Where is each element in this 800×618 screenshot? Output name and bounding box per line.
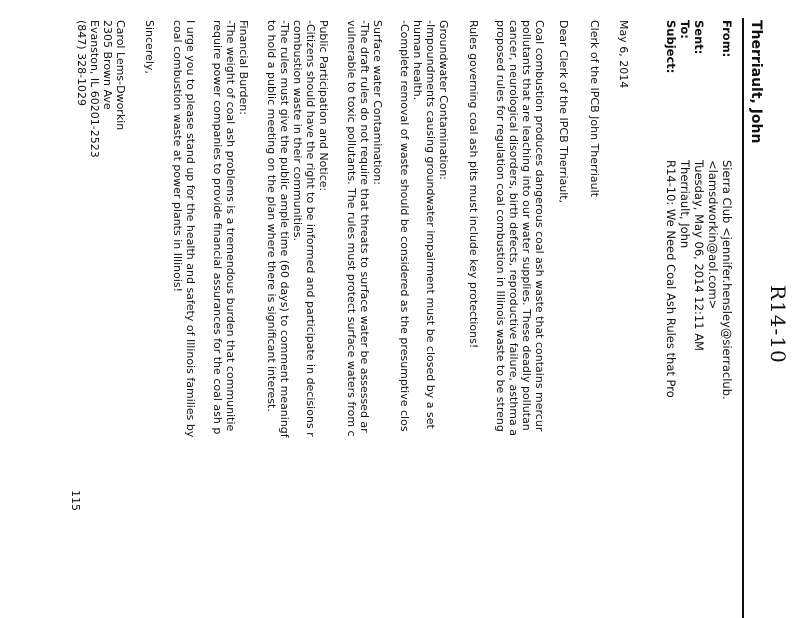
signature-phone: (847) 328-1029 <box>75 20 88 107</box>
surface-line-1: -The draft rules do not require that threats to surface water be assessed ar <box>358 20 371 433</box>
public-line-4: to hold a public meeting on the plan where there is significant interest. <box>265 20 278 412</box>
header-name: Therriault, John <box>748 20 764 144</box>
groundwater-heading: Groundwater Contamination: <box>437 20 450 180</box>
intro-line-3: cancer, neurological disorders, birth defects, reproductive failure, asthma a <box>507 20 520 436</box>
rules-line: Rules governing coal ash pits must include key protections! <box>467 20 480 349</box>
subject-value: R14-10: We Need Coal Ash Rules that Pro <box>664 160 678 398</box>
docket-title: R14-10 <box>766 285 790 364</box>
intro-line-1: Coal combustion produces dangerous coal ash waste that contains mercur <box>533 20 546 432</box>
public-line-1: -Citizens should have the right to be informed and participate in decisions r <box>304 20 317 437</box>
intro-line-4: proposed rules for regulation coal combustion in Illinois waste to be streng <box>494 20 507 432</box>
groundwater-line-3: -Complete removal of waste should be considered as the presumptive clos <box>398 20 411 432</box>
closing-line-2: coal combustion waste at power plants in Illinois! <box>171 20 184 293</box>
surface-line-2: vulnerable to toxic pollutants. The rules must protect surface waters from c <box>345 20 358 437</box>
financial-line-2: require power companies to provide financial assurances for the coal ash p <box>211 20 224 435</box>
signature-name: Carol Lems-Dworkin <box>114 20 127 131</box>
signature-city: Evanston, IL 60201-2523 <box>88 20 101 158</box>
signoff: Sincerely, <box>143 20 156 74</box>
sent-value: Tuesday, May 06, 2014 12:11 AM <box>692 160 706 351</box>
letter-salutation: Dear Clerk of the IPCB Therriault, <box>557 20 570 204</box>
closing-line-1: I urge you to please stand up for the health and safety of Illinois families by <box>184 20 197 438</box>
to-value: Therriault, John <box>678 160 692 249</box>
public-line-2: combustion waste in their communities. <box>291 20 304 242</box>
groundwater-line-2: human health. <box>411 20 424 101</box>
letter-date: May 6, 2014 <box>617 20 630 89</box>
public-line-3: -The rules must give the public ample time (60 days) to comment meaningf <box>278 20 291 438</box>
page-number: 115 <box>69 490 82 511</box>
letter-recipient: Clerk of the IPCB John Therriault <box>588 20 601 198</box>
surface-heading: Surface water Contamination: <box>371 20 384 185</box>
financial-line-1: -The weight of coal ash problems is a tremendous burden that communitie <box>224 20 237 432</box>
public-heading: Public Participation and Notice: <box>317 20 330 192</box>
signature-street: 2305 Brown Ave <box>101 20 114 110</box>
intro-line-2: pollutants that are leaching into our water supplies. These deadly pollutan <box>520 20 533 431</box>
sent-label: Sent: <box>692 20 706 55</box>
header-divider <box>742 18 744 618</box>
from-value-line-1: Sierra Club <jennifer.hensley@sierraclub. <box>720 160 734 400</box>
to-label: To: <box>678 20 692 39</box>
financial-heading: Financial Burden: <box>237 20 250 115</box>
from-value-line-2: <lamsdworkin@aol.com> <box>706 160 720 310</box>
from-label: From: <box>720 20 734 58</box>
groundwater-line-1: -Impoundments causing groundwater impairment must be closed by a set <box>424 20 437 429</box>
subject-label: Subject: <box>664 20 678 74</box>
